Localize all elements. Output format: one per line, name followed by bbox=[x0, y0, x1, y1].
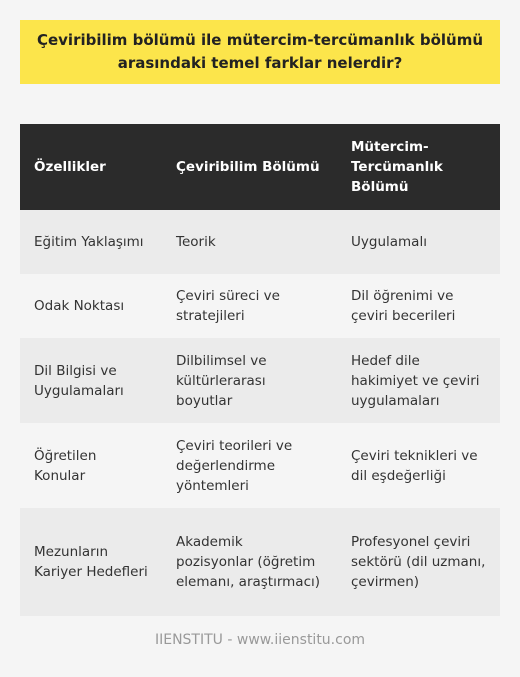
table-cell: Mezunların Kariyer Hedefleri bbox=[20, 508, 162, 616]
table-cell: Eğitim Yaklaşımı bbox=[20, 210, 162, 274]
table-cell: Odak Noktası bbox=[20, 274, 162, 338]
footer-credit: IIENSTITU - www.iienstitu.com bbox=[154, 632, 366, 648]
table-cell: Dilbilimsel ve kültürlerarası boyutlar bbox=[162, 338, 337, 423]
table-cell: Uygulamalı bbox=[337, 210, 500, 274]
title-banner bbox=[20, 20, 500, 84]
table-cell: Teorik bbox=[162, 210, 337, 274]
table-cell: Dil Bilgisi ve Uygulamaları bbox=[20, 338, 162, 423]
table-row bbox=[20, 210, 500, 274]
table-cell: Çeviri teknikleri ve dil eşdeğerliği bbox=[337, 423, 500, 508]
table-cell: Çeviri teorileri ve değerlendirme yöntemleri bbox=[162, 423, 337, 508]
table-header-row bbox=[20, 124, 500, 210]
column-header: Çeviribilim Bölümü bbox=[162, 124, 337, 210]
table-cell: Profesyonel çeviri sektörü (dil uzmanı, çevirmen) bbox=[337, 508, 500, 616]
page-title: Çeviribilim bölümü ile mütercim-tercümanlık bölümü arasındaki temel farklar nelerdir? bbox=[36, 31, 484, 72]
table-cell: Öğretilen Konular bbox=[20, 423, 162, 508]
table-cell: Akademik pozisyonlar (öğretim elemanı, araştırmacı) bbox=[162, 508, 337, 616]
comparison-table bbox=[20, 124, 500, 616]
table-row bbox=[20, 508, 500, 616]
table-cell: Hedef dile hakimiyet ve çeviri uygulamaları bbox=[337, 338, 500, 423]
table-row bbox=[20, 274, 500, 338]
table-cell: Dil öğrenimi ve çeviri becerileri bbox=[337, 274, 500, 338]
column-header: Özellikler bbox=[20, 124, 162, 210]
column-header: Mütercim-Tercümanlık Bölümü bbox=[337, 124, 500, 210]
table-row bbox=[20, 423, 500, 508]
table-row bbox=[20, 338, 500, 423]
table-cell: Çeviri süreci ve stratejileri bbox=[162, 274, 337, 338]
